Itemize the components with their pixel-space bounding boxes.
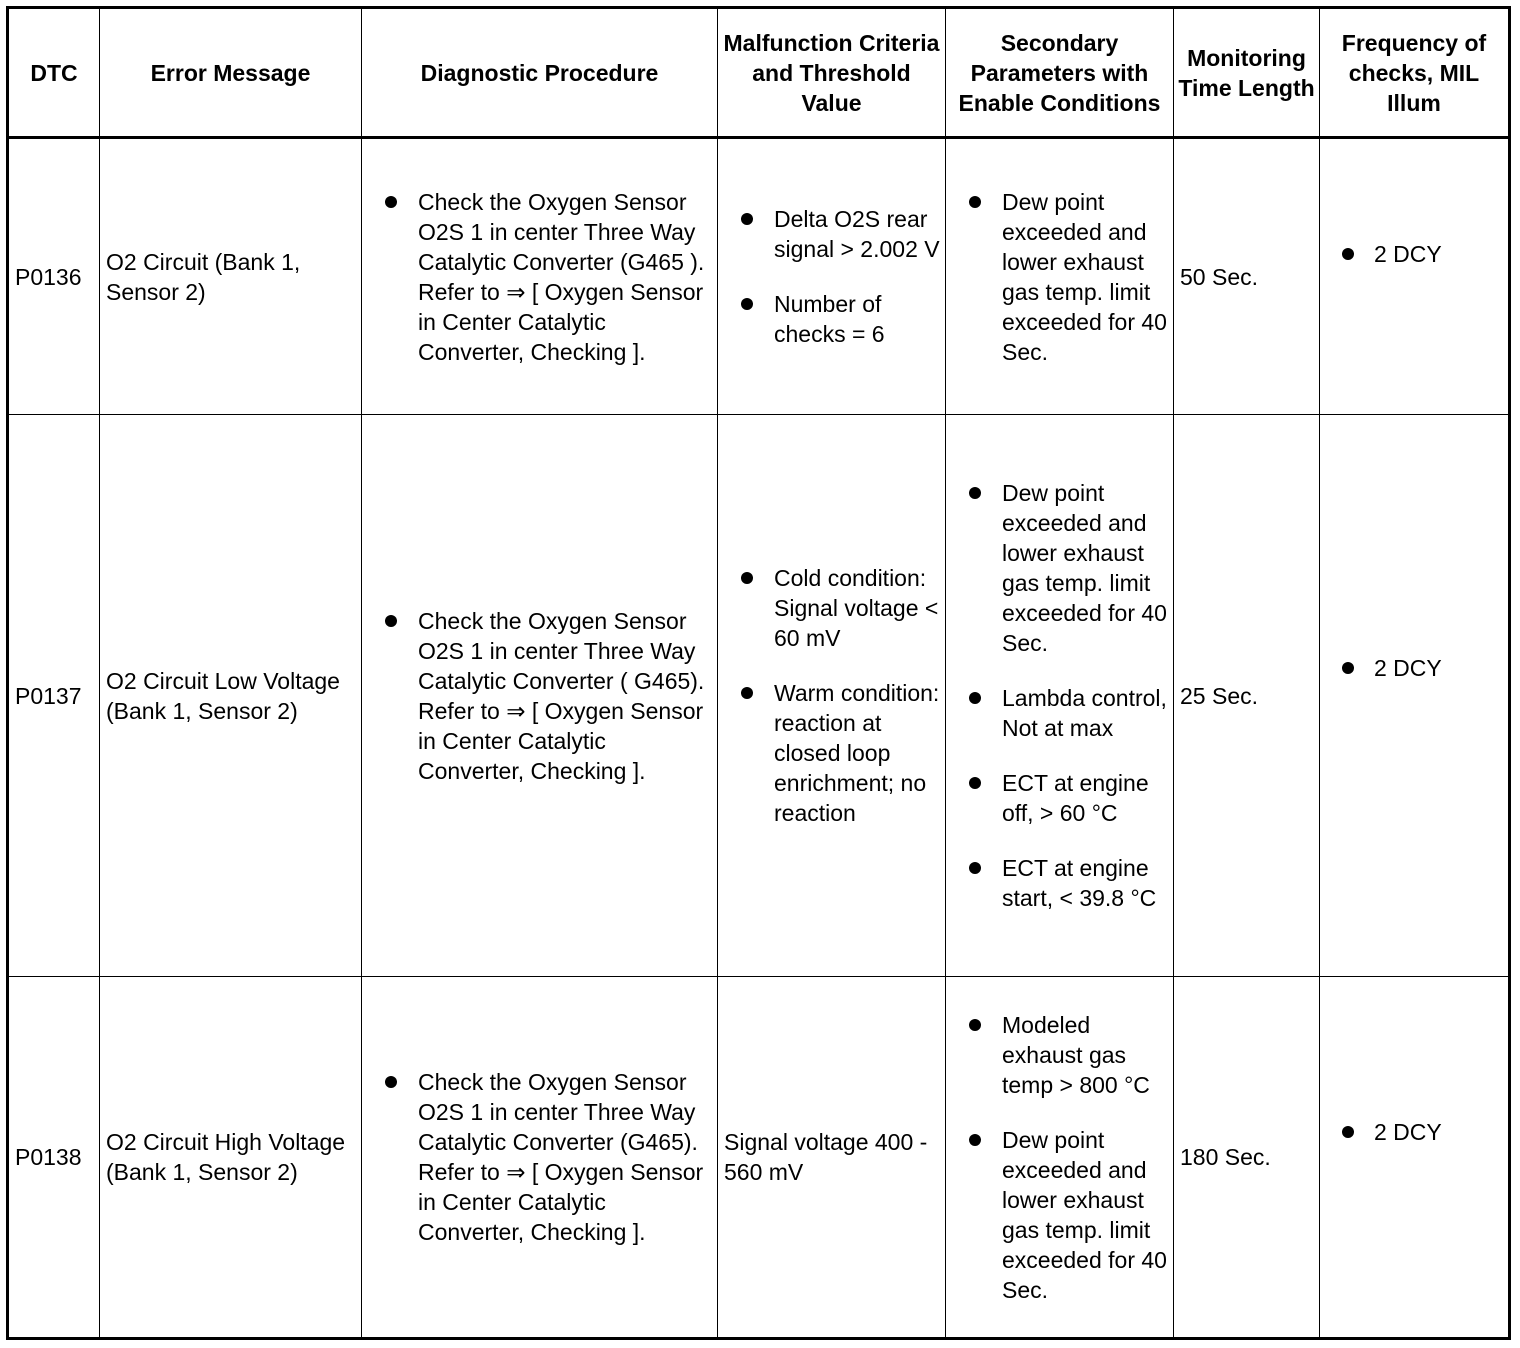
malfunction-list [718,563,945,828]
secondary-item: Dew point exceeded and lower exhaust gas temp. limit exceeded for 40 Sec. [946,187,1173,367]
diagnostic-item: Check the Oxygen Sensor O2S 1 in center Three Way Catalytic Converter (G465). Refer to ⇒ [ Oxygen Sensor in Center Catalytic Converter, Checking ]. [362,1067,717,1247]
header-error-message: Error Message [100,8,362,138]
error-message: O2 Circuit Low Voltage (Bank 1, Sensor 2) [100,415,362,977]
secondary-item: Dew point exceeded and lower exhaust gas temp. limit exceeded for 40 Sec. [946,1125,1173,1305]
diagnostic-procedure [362,977,718,1339]
malfunction-item: Delta O2S rear signal > 2.002 V [718,204,945,264]
table-row [8,415,1510,977]
diagnostic-procedure [362,415,718,977]
header-frequency: Frequency of checks, MIL Illum [1320,8,1510,138]
secondary-item: Modeled exhaust gas temp > 800 °C [946,1010,1173,1100]
frequency-mil [1320,415,1510,977]
malfunction-criteria: Signal voltage 400 - 560 mV [718,977,946,1339]
secondary-list [946,187,1173,367]
dtc-table [6,6,1511,1340]
frequency-mil [1320,977,1510,1339]
dtc-code: P0138 [8,977,100,1339]
secondary-item: Dew point exceeded and lower exhaust gas temp. limit exceeded for 40 Sec. [946,478,1173,658]
monitoring-time: 50 Sec. [1174,138,1320,415]
malfunction-item: Number of checks = 6 [718,289,945,349]
secondary-parameters [946,977,1174,1339]
frequency-list [1320,239,1508,269]
malfunction-item: Cold condition: Signal voltage < 60 mV [718,563,945,653]
table-row [8,138,1510,415]
frequency-mil [1320,138,1510,415]
diagnostic-list [362,1067,717,1247]
secondary-item: ECT at engine off, > 60 °C [946,768,1173,828]
secondary-list [946,1010,1173,1305]
dtc-code: P0137 [8,415,100,977]
frequency-item: 2 DCY [1320,1117,1508,1147]
diagnostic-item: Check the Oxygen Sensor O2S 1 in center Three Way Catalytic Converter (G465 ). Refer to ⇒ [ Oxygen Sensor in Center Catalytic Converter, Checking ]. [362,187,717,367]
table-row [8,977,1510,1339]
malfunction-item: Warm condition: reaction at closed loop enrichment; no reaction [718,678,945,828]
frequency-list [1320,653,1508,683]
secondary-item: ECT at engine start, < 39.8 °C [946,853,1173,913]
error-message: O2 Circuit (Bank 1, Sensor 2) [100,138,362,415]
malfunction-criteria [718,415,946,977]
dtc-code: P0136 [8,138,100,415]
secondary-list [946,478,1173,913]
malfunction-criteria [718,138,946,415]
secondary-parameters [946,138,1174,415]
frequency-list [1320,1117,1508,1147]
malfunction-list [718,204,945,349]
header-secondary-parameters: Secondary Parameters with Enable Conditions [946,8,1174,138]
monitoring-time: 180 Sec. [1174,977,1320,1339]
header-row [8,8,1510,138]
header-monitoring-time: Monitoring Time Length [1174,8,1320,138]
frequency-item: 2 DCY [1320,239,1508,269]
diagnostic-procedure [362,138,718,415]
diagnostic-list [362,187,717,367]
monitoring-time: 25 Sec. [1174,415,1320,977]
diagnostic-list [362,606,717,786]
header-diagnostic-procedure: Diagnostic Procedure [362,8,718,138]
secondary-item: Lambda control, Not at max [946,683,1173,743]
secondary-parameters [946,415,1174,977]
diagnostic-item: Check the Oxygen Sensor O2S 1 in center Three Way Catalytic Converter ( G465). Refer to ⇒ [ Oxygen Sensor in Center Catalytic Converter, Checking ]. [362,606,717,786]
header-dtc: DTC [8,8,100,138]
frequency-item: 2 DCY [1320,653,1508,683]
error-message: O2 Circuit High Voltage (Bank 1, Sensor 2) [100,977,362,1339]
header-malfunction-criteria: Malfunction Criteria and Threshold Value [718,8,946,138]
